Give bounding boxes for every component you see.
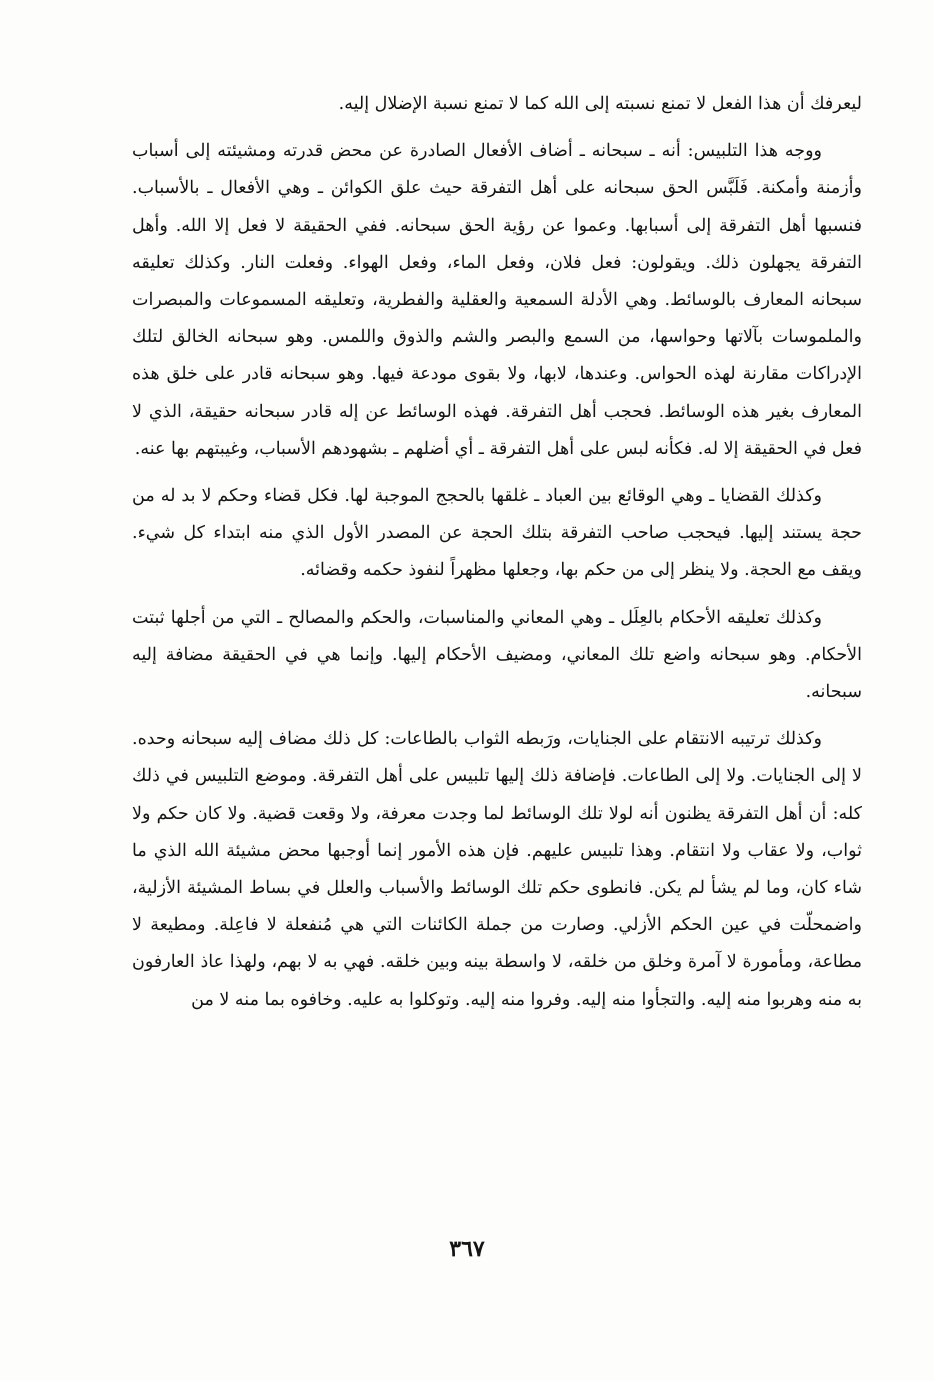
body-text [132, 86, 862, 1029]
paragraph-5: وكذلك ترتيبه الانتقام على الجنايات، ورَبطه الثواب بالطاعات: كل ذلك مضاف إليه سبحانه وحده. لا إلى الجنايات. ولا إلى الطاعات. فإضافة ذلك إليها تلبيس على أهل التفرقة. وموضع التلبيس في ذلك كله: أن أهل التفرقة يظنون أنه لولا تلك الوسائط لما وجدت معرفة، ولا وقعت قضية. ولا كان حكم ولا ثواب، ولا عقاب ولا انتقام. وهذا تلبيس عليهم. فإن هذه الأمور إنما أوجبها محض مشيئة الله الذي ما شاء كان، وما لم يشأ لم يكن. فانطوى حكم تلك الوسائط والأسباب والعلل في بساط المشيئة الأزلية، واضمحلّت في عين الحكم الأزلي. وصارت من جملة الكائنات التي هي مُنفعلة لا فاعِلة. ومطيعة لا مطاعة، ومأمورة لا آمرة وخلق من خلقه، لا واسطة بينه وبين خلقه. فهي به لا بهم، ولهذا عاذ العارفون به منه وهربوا منه إليه. والتجأوا منه إليه. وفروا منه إليه. وتوكلوا به عليه. وخافوه بما منه لا من [132, 729, 862, 1010]
paragraph-1: ليعرفك أن هذا الفعل لا تمنع نسبته إلى الله كما لا تمنع نسبة الإضلال إليه. [338, 94, 862, 114]
page-number: ٣٦٧ [449, 1236, 485, 1262]
paragraph-2: ووجه هذا التلبيس: أنه ـ سبحانه ـ أضاف الأفعال الصادرة عن محض قدرته ومشيئته إلى أسباب وأزمنة وأمكنة. فَلَبَّس الحق سبحانه على أهل التفرقة حيث علق الكوائن ـ وهي الأفعال ـ بالأسباب. فنسبها أهل التفرقة إلى أسبابها. وعموا عن رؤية الحق سبحانه. ففي الحقيقة لا فعل إلا الله. وأهل التفرقة يجهلون ذلك. ويقولون: فعل فلان، وفعل الماء، وفعل الهواء. وفعلت النار. وكذلك تعليقه سبحانه المعارف بالوسائط. وهي الأدلة السمعية والعقلية والفطرية، وتعليقه المسموعات والمبصرات والملموسات بآلاتها وحواسها، من السمع والبصر والشم والذوق واللمس. وهو سبحانه الخالق لتلك الإدراكات مقارنة لهذه الحواس. وعندها، لابها، ولا بقوى مودعة فيها. وهو سبحانه قادر على خلق هذه المعارف بغير هذه الوسائط. فحجب أهل التفرقة. فهذه الوسائط عن إله قادر سبحانه حقيقة، الذي لا فعل في الحقيقة إلا له. فكأنه لبس على أهل التفرقة ـ أي أضلهم ـ بشهودهم الأسباب، وغيبتهم بها عنه. [132, 141, 862, 459]
paragraph-4: وكذلك تعليقه الأحكام بالعِلَل ـ وهي المعاني والمناسبات، والحكم والمصالح ـ التي من أجلها ثبتت الأحكام. وهو سبحانه واضع تلك المعاني، ومضيف الأحكام إليها. وإنما هي في الحقيقة مضافة إليه سبحانه. [132, 607, 862, 703]
paragraph-3: وكذلك القضايا ـ وهي الوقائع بين العباد ـ غلقها بالحجج الموجبة لها. فكل قضاء وحكم لا بد له من حجة يستند إليها. فيحجب صاحب التفرقة بتلك الحجة عن المصدر الأول الذي منه ابتداء كل شيء. ويقف مع الحجة. ولا ينظر إلى من حكم بها، وجعلها مظهراً لنفوذ حكمه وقضائه. [132, 486, 862, 581]
